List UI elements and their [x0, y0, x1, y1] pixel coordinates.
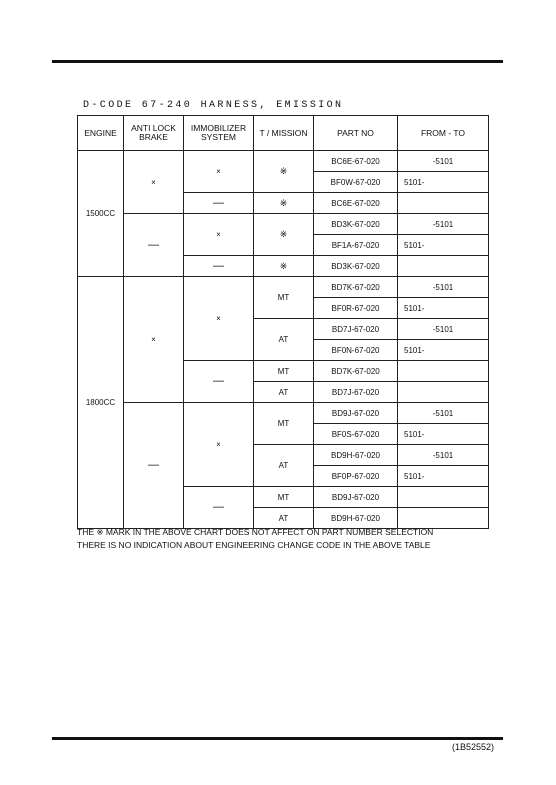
top-rule	[52, 60, 503, 63]
header-immobilizer-line1: IMMOBILIZER	[190, 123, 247, 133]
transmission-mt: MT	[254, 487, 314, 508]
part-no-cell: BD9J-67-020	[314, 487, 398, 508]
table-row	[78, 151, 489, 172]
immobilizer-mark-x: ×	[184, 214, 254, 256]
abs-mark-x: ×	[124, 151, 184, 214]
part-no-cell: BD3K-67-020	[314, 214, 398, 235]
from-to-cell: -5101	[398, 277, 489, 298]
from-to-cell: 5101-	[398, 424, 489, 445]
part-no-cell: BD7K-67-020	[314, 361, 398, 382]
transmission-at: AT	[254, 445, 314, 487]
from-to-cell: 5101-	[398, 235, 489, 256]
from-to-cell	[398, 193, 489, 214]
engine-1800cc: 1800CC	[78, 277, 124, 529]
header-immobilizer-line2: SYSTEM	[201, 132, 236, 142]
immobilizer-mark-x: ×	[184, 403, 254, 487]
transmission-at: AT	[254, 319, 314, 361]
part-no-cell: BF1A-67-020	[314, 235, 398, 256]
immobilizer-mark-dash: —	[184, 193, 254, 214]
transmission-at: AT	[254, 508, 314, 529]
immobilizer-mark-dash: —	[184, 256, 254, 277]
transmission-mark-star: ※	[254, 151, 314, 193]
from-to-cell	[398, 382, 489, 403]
transmission-mark-star: ※	[254, 256, 314, 277]
from-to-cell: 5101-	[398, 340, 489, 361]
transmission-mark-star: ※	[254, 214, 314, 256]
part-no-cell: BF0W-67-020	[314, 172, 398, 193]
immobilizer-mark-dash: —	[184, 487, 254, 529]
abs-mark-x: ×	[124, 277, 184, 403]
transmission-mt: MT	[254, 361, 314, 382]
header-from-to: FROM - TO	[398, 116, 489, 151]
header-anti-lock-line1: ANTI LOCK	[131, 123, 176, 133]
from-to-cell: 5101-	[398, 298, 489, 319]
transmission-mark-star: ※	[254, 193, 314, 214]
engine-1500cc: 1500CC	[78, 151, 124, 277]
part-no-cell: BD7J-67-020	[314, 382, 398, 403]
part-no-cell: BC6E-67-020	[314, 193, 398, 214]
transmission-mt: MT	[254, 403, 314, 445]
part-no-cell: BD3K-67-020	[314, 256, 398, 277]
part-no-cell: BD9H-67-020	[314, 445, 398, 466]
immobilizer-mark-dash: —	[184, 361, 254, 403]
header-anti-lock-line2: BRAKE	[139, 132, 168, 142]
immobilizer-mark-x: ×	[184, 277, 254, 361]
table-header-row	[78, 116, 489, 151]
from-to-cell	[398, 361, 489, 382]
from-to-cell: -5101	[398, 445, 489, 466]
from-to-cell: 5101-	[398, 466, 489, 487]
table-notes	[77, 526, 433, 552]
bottom-rule	[52, 737, 503, 740]
from-to-cell: -5101	[398, 214, 489, 235]
from-to-cell	[398, 487, 489, 508]
transmission-at: AT	[254, 382, 314, 403]
header-anti-lock-brake	[124, 116, 184, 151]
document-title: D-CODE 67-240 HARNESS, EMISSION	[83, 100, 344, 111]
part-no-cell: BF0N-67-020	[314, 340, 398, 361]
from-to-cell: -5101	[398, 319, 489, 340]
abs-mark-dash: —	[124, 403, 184, 529]
part-no-cell: BF0P-67-020	[314, 466, 398, 487]
from-to-cell: 5101-	[398, 172, 489, 193]
from-to-cell	[398, 256, 489, 277]
document-code: (1B52552)	[452, 742, 495, 752]
part-no-cell: BD9J-67-020	[314, 403, 398, 424]
part-no-cell: BC6E-67-020	[314, 151, 398, 172]
immobilizer-mark-x: ×	[184, 151, 254, 193]
part-no-cell: BF0R-67-020	[314, 298, 398, 319]
header-immobilizer-system	[184, 116, 254, 151]
transmission-mt: MT	[254, 277, 314, 319]
header-transmission: T / MISSION	[254, 116, 314, 151]
note-star-mark: THE ※ MARK IN THE ABOVE CHART DOES NOT AFFECT ON PART NUMBER SELECTION	[77, 527, 434, 537]
header-part-no: PART NO	[314, 116, 398, 151]
table-row	[78, 214, 489, 235]
part-no-cell: BF0S-67-020	[314, 424, 398, 445]
from-to-cell: -5101	[398, 403, 489, 424]
note-engineering-change: THERE IS NO INDICATION ABOUT ENGINEERING CHANGE CODE IN THE ABOVE TABLE	[77, 540, 431, 550]
part-no-cell: BD7K-67-020	[314, 277, 398, 298]
abs-mark-dash: —	[124, 214, 184, 277]
table-row	[78, 403, 489, 424]
part-no-cell: BD9H-67-020	[314, 508, 398, 529]
part-no-cell: BD7J-67-020	[314, 319, 398, 340]
from-to-cell: -5101	[398, 151, 489, 172]
table-row	[78, 277, 489, 298]
parts-table	[77, 115, 489, 529]
header-engine: ENGINE	[78, 116, 124, 151]
